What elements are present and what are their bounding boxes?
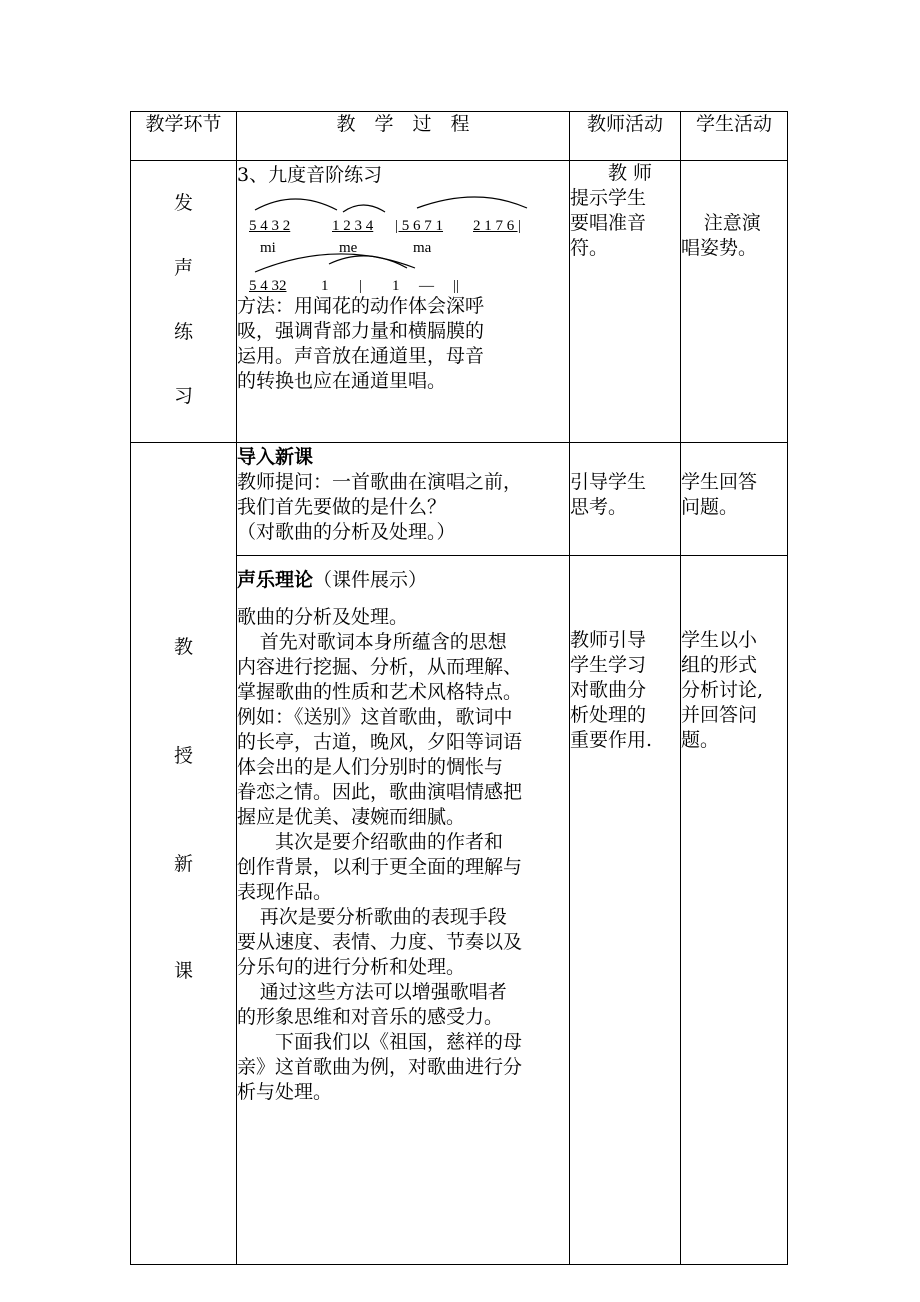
- theory-line: 的形象思维和对音乐的感受力。: [237, 1006, 504, 1028]
- syllable: ma: [413, 240, 432, 256]
- activity-line: 并回答问: [681, 704, 758, 726]
- header-student: 学生活动: [681, 112, 788, 161]
- notation-bar: |: [359, 278, 363, 294]
- theory-heading: [237, 568, 569, 593]
- syllable: me: [339, 240, 358, 256]
- intro-line: 我们首先要做的是什么？: [237, 496, 447, 518]
- notation-group: 5 4 3 2: [249, 218, 291, 234]
- stage-new-lesson: [131, 443, 237, 1265]
- stage-char: 习: [173, 385, 193, 407]
- student-activity-theory: [681, 556, 788, 1265]
- theory-line: 体会出的是人们分别时的惆怅与: [237, 756, 504, 778]
- teacher-activity-vocal: [570, 161, 681, 443]
- activity-line: 教 师: [608, 162, 653, 184]
- student-activity-intro: [681, 443, 788, 556]
- activity-line: 唱姿势。: [681, 237, 758, 259]
- student-activity-vocal: [681, 161, 788, 443]
- theory-line: 掌握歌曲的性质和艺术风格特点。: [237, 681, 523, 703]
- method-line: 运用。声音放在通道里，母音: [237, 345, 485, 367]
- activity-line: 题。: [681, 729, 720, 751]
- activity-line: 教师引导: [570, 629, 647, 651]
- notation-group: 5 4 32: [249, 278, 287, 294]
- notation-group: 2 1 7 6 |: [473, 218, 522, 234]
- theory-line: 握应是优美、凄婉而细腻。: [237, 806, 466, 828]
- notation-note: 1: [321, 278, 329, 294]
- theory-title: 声乐理论: [237, 569, 314, 591]
- teacher-activity-intro: [570, 443, 681, 556]
- notation-group: 1 2 3 4: [332, 218, 374, 234]
- activity-line: 组的形式: [681, 654, 758, 676]
- activity-line: 学生学习: [570, 654, 647, 676]
- header-stage: 教学环节: [131, 112, 237, 161]
- stage-char: 发: [173, 192, 193, 214]
- activity-line: 分析讨论,: [681, 679, 764, 701]
- theory-line: 通过这些方法可以增强歌唱者: [259, 981, 507, 1003]
- theory-line: 创作背景，以利于更全面的理解与: [237, 856, 523, 878]
- stage-char: 课: [173, 960, 193, 982]
- theory-line: 例如：《送别》这首歌曲，歌词中: [237, 706, 513, 728]
- activity-line: 思考。: [570, 496, 628, 518]
- theory-line: 亲》这首歌曲为例，对歌曲进行分: [237, 1056, 523, 1078]
- lesson-plan-table: [130, 111, 788, 1265]
- theory-line: 再次是要分析歌曲的表现手段: [259, 906, 507, 928]
- stage-char: 授: [173, 745, 193, 767]
- intro-content: [237, 443, 570, 556]
- header-teacher: 教师活动: [570, 112, 681, 161]
- theory-line: 析与处理。: [237, 1081, 333, 1103]
- header-process: 教 学 过 程: [237, 112, 570, 161]
- header-row: [131, 112, 788, 161]
- activity-line: 问题。: [681, 496, 739, 518]
- activity-line: 注意演: [703, 212, 761, 234]
- notation-end: ||: [453, 278, 460, 294]
- activity-line: 要唱准音: [570, 212, 647, 234]
- stage-vocal-practice: [131, 161, 237, 443]
- activity-line: 重要作用.: [570, 729, 653, 751]
- slur-marks: [237, 188, 567, 292]
- stage-char: 练: [173, 321, 193, 343]
- intro-row: [131, 443, 788, 556]
- stage-char: 声: [173, 257, 193, 279]
- activity-line: 析处理的: [570, 704, 647, 726]
- theory-suffix: （课件展示）: [313, 569, 428, 591]
- theory-line: 要从速度、表情、力度、节奏以及: [237, 931, 523, 953]
- notation-group: | 5 6 7 1: [395, 218, 444, 234]
- theory-line: 表现作品。: [237, 881, 333, 903]
- notation-note: 1: [392, 278, 400, 294]
- theory-line: 首先对歌词本身所蕴含的思想: [259, 631, 507, 653]
- intro-line: 教师提问：一首歌曲在演唱之前，: [237, 471, 523, 493]
- vocal-practice-row: [131, 161, 788, 443]
- method-line: 吸，强调背部力量和横膈膜的: [237, 320, 485, 342]
- notation-dash: —: [419, 278, 434, 294]
- method-line: 的转换也应在通道里唱。: [237, 370, 447, 392]
- activity-line: 提示学生: [570, 187, 647, 209]
- theory-line: 眷恋之情。因此，歌曲演唱情感把: [237, 781, 523, 803]
- stage-char: 教: [173, 636, 193, 658]
- activity-line: 引导学生: [570, 471, 647, 493]
- vocal-practice-content: [237, 161, 570, 443]
- music-notation: [237, 188, 569, 292]
- intro-line: （对歌曲的分析及处理。）: [237, 521, 456, 543]
- exercise-title: 3、九度音阶练习: [237, 164, 383, 186]
- stage-char: 新: [173, 853, 193, 875]
- activity-line: 学生回答: [681, 471, 758, 493]
- activity-line: 学生以小: [681, 629, 758, 651]
- theory-line: 的长亭，古道，晚风，夕阳等词语: [237, 731, 523, 753]
- theory-line: 歌曲的分析及处理。: [237, 606, 409, 628]
- teacher-activity-theory: [570, 556, 681, 1265]
- theory-line: 分乐句的进行分析和处理。: [237, 956, 466, 978]
- syllable: mi: [260, 240, 276, 256]
- activity-line: 对歌曲分: [570, 679, 647, 701]
- activity-line: 符。: [570, 237, 609, 259]
- theory-line: 下面我们以《祖国，慈祥的母: [275, 1031, 523, 1053]
- intro-title: 导入新课: [237, 446, 314, 468]
- theory-line: 其次是要介绍歌曲的作者和: [275, 831, 504, 853]
- theory-content: [237, 556, 570, 1265]
- theory-line: 内容进行挖掘、分析，从而理解、: [237, 656, 523, 678]
- method-line: 方法：用闻花的动作体会深呼: [237, 295, 485, 317]
